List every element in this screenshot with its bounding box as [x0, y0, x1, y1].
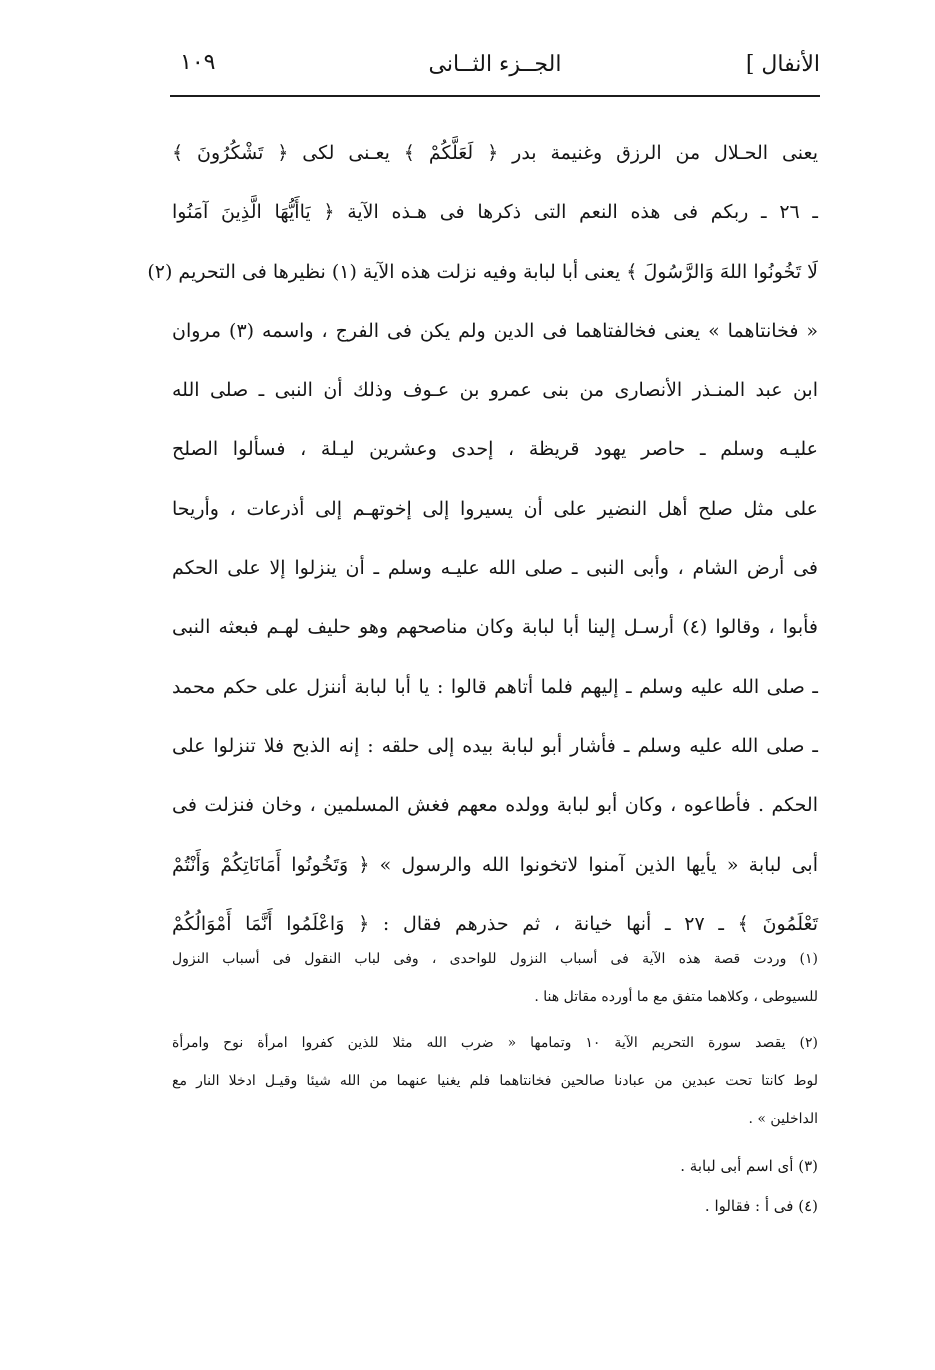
- text-line: الحكم . فأطاعوه ، وكان أبو لبابة وولده معهم فغش المسلمين ، وخان فنزلت فى: [172, 794, 818, 817]
- text-line: يعنى الحـلال من الرزق وغنيمة بدر ﴿ لَعَلَّكُمْ ﴾ يعـنى لكى ﴿ تَشْكُرُونَ ﴾: [172, 142, 818, 164]
- text-line: لَا تَخُونُوا اللهَ وَالرَّسُولَ ﴾ يعنى أبا لبابة وفيه نزلت هذه الآية (١) نظيرها فى التحريم (٢): [147, 260, 818, 283]
- text-line: ـ صلى الله عليه وسلم ـ إليهم فلما أتاهم قالوا : يا أبا لبابة أننزل على حكم محمد: [172, 675, 818, 698]
- text-line: « فخانتاهما » يعنى فخالفتاهما فى الدين ولم يكن فى الفرج ، واسمه (٣) مروان: [172, 319, 818, 342]
- text-line: فأبوا ، وقالوا (٤) أرسـل إلينا أبا لبابة وكان مناصحهم وهو حليف لهـم فبعثه النبى: [172, 616, 818, 639]
- page-number: ١٠٩: [180, 50, 216, 75]
- header-rule: [170, 95, 820, 97]
- text-line: فى أرض الشام ، وأبى النبى ـ صلى الله عليـه وسلم ـ أن ينزلوا إلا على الحكم: [172, 557, 818, 580]
- footnote-2-line-3: الداخلين » .: [748, 1111, 818, 1127]
- footnote-2-line-1: (٢) يقصد سورة التحريم الآية ١٠ وتمامها « ضرب الله مثلا للذين كفروا امرأة نوح وامرأة: [172, 1035, 819, 1051]
- footnote-4: (٤) فى أ : فقالوا .: [704, 1197, 818, 1215]
- text-line: ابن عبد المنـذر الأنصارى من بنى عمرو بن عـوف وذلك أن النبى ـ صلى الله: [172, 379, 818, 402]
- text-line: تَعْلَمُونَ ﴾ ـ ٢٧ ـ أنها خيانة ، ثم حذرهم فقال : ﴿ وَاعْلَمُوا أَنَّمَا أَمْوَالُكُمْ: [172, 912, 818, 935]
- page-header: [170, 48, 820, 92]
- text-line: ـ ٢٦ ـ ربكم فى هذه النعم التى ذكرها فى هـذه الآية ﴿ يَاأَيُّهَا الَّذِينَ آمَنُوا: [172, 201, 819, 224]
- footnote-1-line-1: (١) وردت قصة هذه الآية فى أسباب النزول للواحدى ، وفى لباب النقول فى أسباب النزول: [172, 951, 818, 967]
- footnote-1-line-2: للسيوطى ، وكلاهما متفق مع ما أورده مقاتل هنا .: [534, 989, 818, 1005]
- text-line: عليـه وسلم ـ حاصر يهود قريظة ، إحدى وعشرين ليـلة ، فسألوا الصلح: [172, 438, 818, 461]
- footnote-3: (٣) أى اسم أبى لبابة .: [680, 1157, 818, 1175]
- footnote-2-line-2: لوط كانتا تحت عبدين من عبادنا صالحين فخانتاهما فلم يغنيا عنهما من الله شيئا وقيـل ادخلا النار مع: [172, 1073, 818, 1089]
- surah-name: الأنفال ]: [745, 52, 820, 77]
- text-line: على مثل صلح أهل النضير على أن يسيروا إلى إخوتهـم إلى أذرعات ، وأريحا: [172, 497, 818, 520]
- footnotes: [172, 940, 818, 1226]
- text-line: ـ صلى الله عليه وسلم ـ فأشار أبو لبابة بيده إلى حلقه : إنه الذبح فلا تنزلوا على: [172, 734, 818, 757]
- part-title: الجــزء الثــانى: [428, 52, 562, 77]
- text-line: أبى لبابة « يأيها الذين آمنوا لاتخونوا الله والرسول » ﴿ وَتَخُونُوا أَمَانَاتِكُمْ وَأَنْتُمْ: [172, 853, 819, 876]
- main-text: [147, 124, 819, 954]
